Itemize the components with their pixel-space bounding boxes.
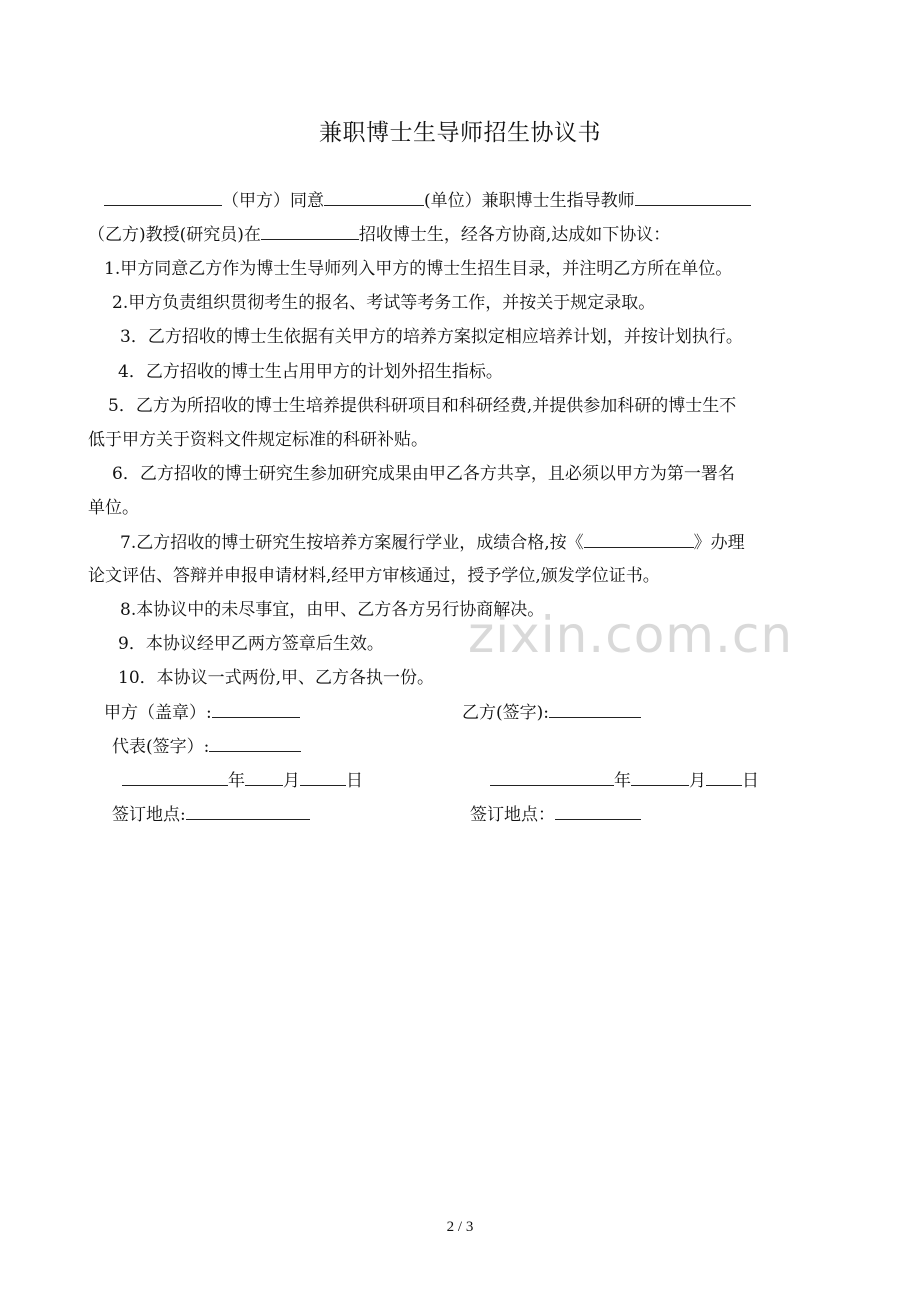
page-number: 2 / 3: [446, 1219, 474, 1235]
blank-party-a-seal: [212, 700, 300, 718]
blank-a-year: [122, 768, 228, 786]
blank-b-day: [706, 768, 742, 786]
document-title: 兼职博士生导师招生协议书: [319, 120, 601, 146]
clause-2: 2.甲方负责组织贯彻考生的报名、考试等考务工作，并按关于规定录取。: [112, 293, 656, 313]
blank-b-month: [631, 768, 689, 786]
clause-6-line-2: 单位。: [88, 498, 139, 518]
blank-party-a-place: [186, 802, 310, 820]
a-month-label: 月: [283, 771, 300, 791]
blank-advisor: [635, 188, 751, 206]
a-day-label: 日: [346, 771, 363, 791]
intro-line-2: [88, 222, 838, 247]
blank-a-month: [245, 768, 283, 786]
clause-3: 3．乙方招收的博士生依据有关甲方的培养方案拟定相应培养计划，并按计划执行。: [120, 327, 743, 347]
blank-party-b-place: [555, 802, 641, 820]
party-a-seal-line: [104, 700, 344, 725]
clause-6-line-1: 6．乙方招收的博士研究生参加研究成果由甲乙各方共享，且必须以甲方为第一署名: [112, 464, 735, 484]
b-year-label: 年: [614, 771, 631, 791]
clause-8: 8.本协议中的未尽事宜，由甲、乙方各方另行协商解决。: [120, 600, 545, 620]
intro-1-text-a: （甲方）同意: [222, 191, 324, 211]
blank-b-year: [490, 768, 614, 786]
clause-1: 1.甲方同意乙方作为博士生导师列入甲方的博士生招生目录，并注明乙方所在单位。: [104, 259, 733, 279]
intro-1-text-b: (单位）兼职博士生指导教师: [424, 191, 635, 211]
party-b-place-line: [470, 802, 690, 827]
rep-sign-label: 代表(签字）:: [112, 737, 210, 757]
party-a-place-label: 签订地点:: [112, 805, 186, 825]
clause-10: 10．本协议一式两份,甲、乙方各执一份。: [118, 668, 435, 688]
blank-party-b-sign: [549, 700, 641, 718]
rep-sign-line: [112, 734, 332, 759]
blank-discipline: [261, 222, 359, 240]
party-b-sign-label: 乙方(签字):: [462, 703, 549, 723]
party-b-sign-line: [462, 700, 682, 725]
clause-4: 4．乙方招收的博士生占用甲方的计划外招生指标。: [118, 362, 503, 382]
clause-7-text-a: 7.乙方招收的博士研究生按培养方案履行学业，成绩合格,按《: [120, 533, 584, 553]
party-b-date-line: [490, 768, 790, 793]
blank-regulation: [584, 530, 694, 548]
party-b-place-label: 签订地点：: [470, 805, 555, 825]
blank-rep-sign: [209, 734, 301, 752]
blank-a-day: [300, 768, 346, 786]
b-day-label: 日: [742, 771, 759, 791]
blank-unit: [324, 188, 424, 206]
party-a-seal-label: 甲方（盖章）:: [104, 703, 212, 723]
clause-5-line-2: 低于甲方关于资料文件规定标准的科研补贴。: [88, 430, 428, 450]
b-month-label: 月: [689, 771, 706, 791]
clause-7-text-b: 》办理: [693, 533, 745, 553]
clause-7-line-2: 论文评估、答辩并申报申请材料,经甲方审核通过，授予学位,颁发学位证书。: [88, 566, 660, 586]
intro-2-text-a: （乙方)教授(研究员)在: [88, 225, 261, 245]
intro-line-1: [104, 188, 854, 213]
blank-party-a: [104, 188, 222, 206]
party-a-date-line: [122, 768, 382, 793]
intro-2-text-b: 招收博士生，经各方协商,达成如下协议：: [358, 225, 671, 245]
clause-5-line-1: 5．乙方为所招收的博士生培养提供科研项目和科研经费,并提供参加科研的博士生不: [108, 396, 737, 416]
clause-9: 9．本协议经甲乙两方签章后生效。: [118, 634, 384, 654]
clause-7-line-1: [120, 530, 870, 555]
watermark-text: zixin.com.cn: [468, 606, 794, 664]
a-year-label: 年: [228, 771, 245, 791]
party-a-place-line: [112, 802, 352, 827]
